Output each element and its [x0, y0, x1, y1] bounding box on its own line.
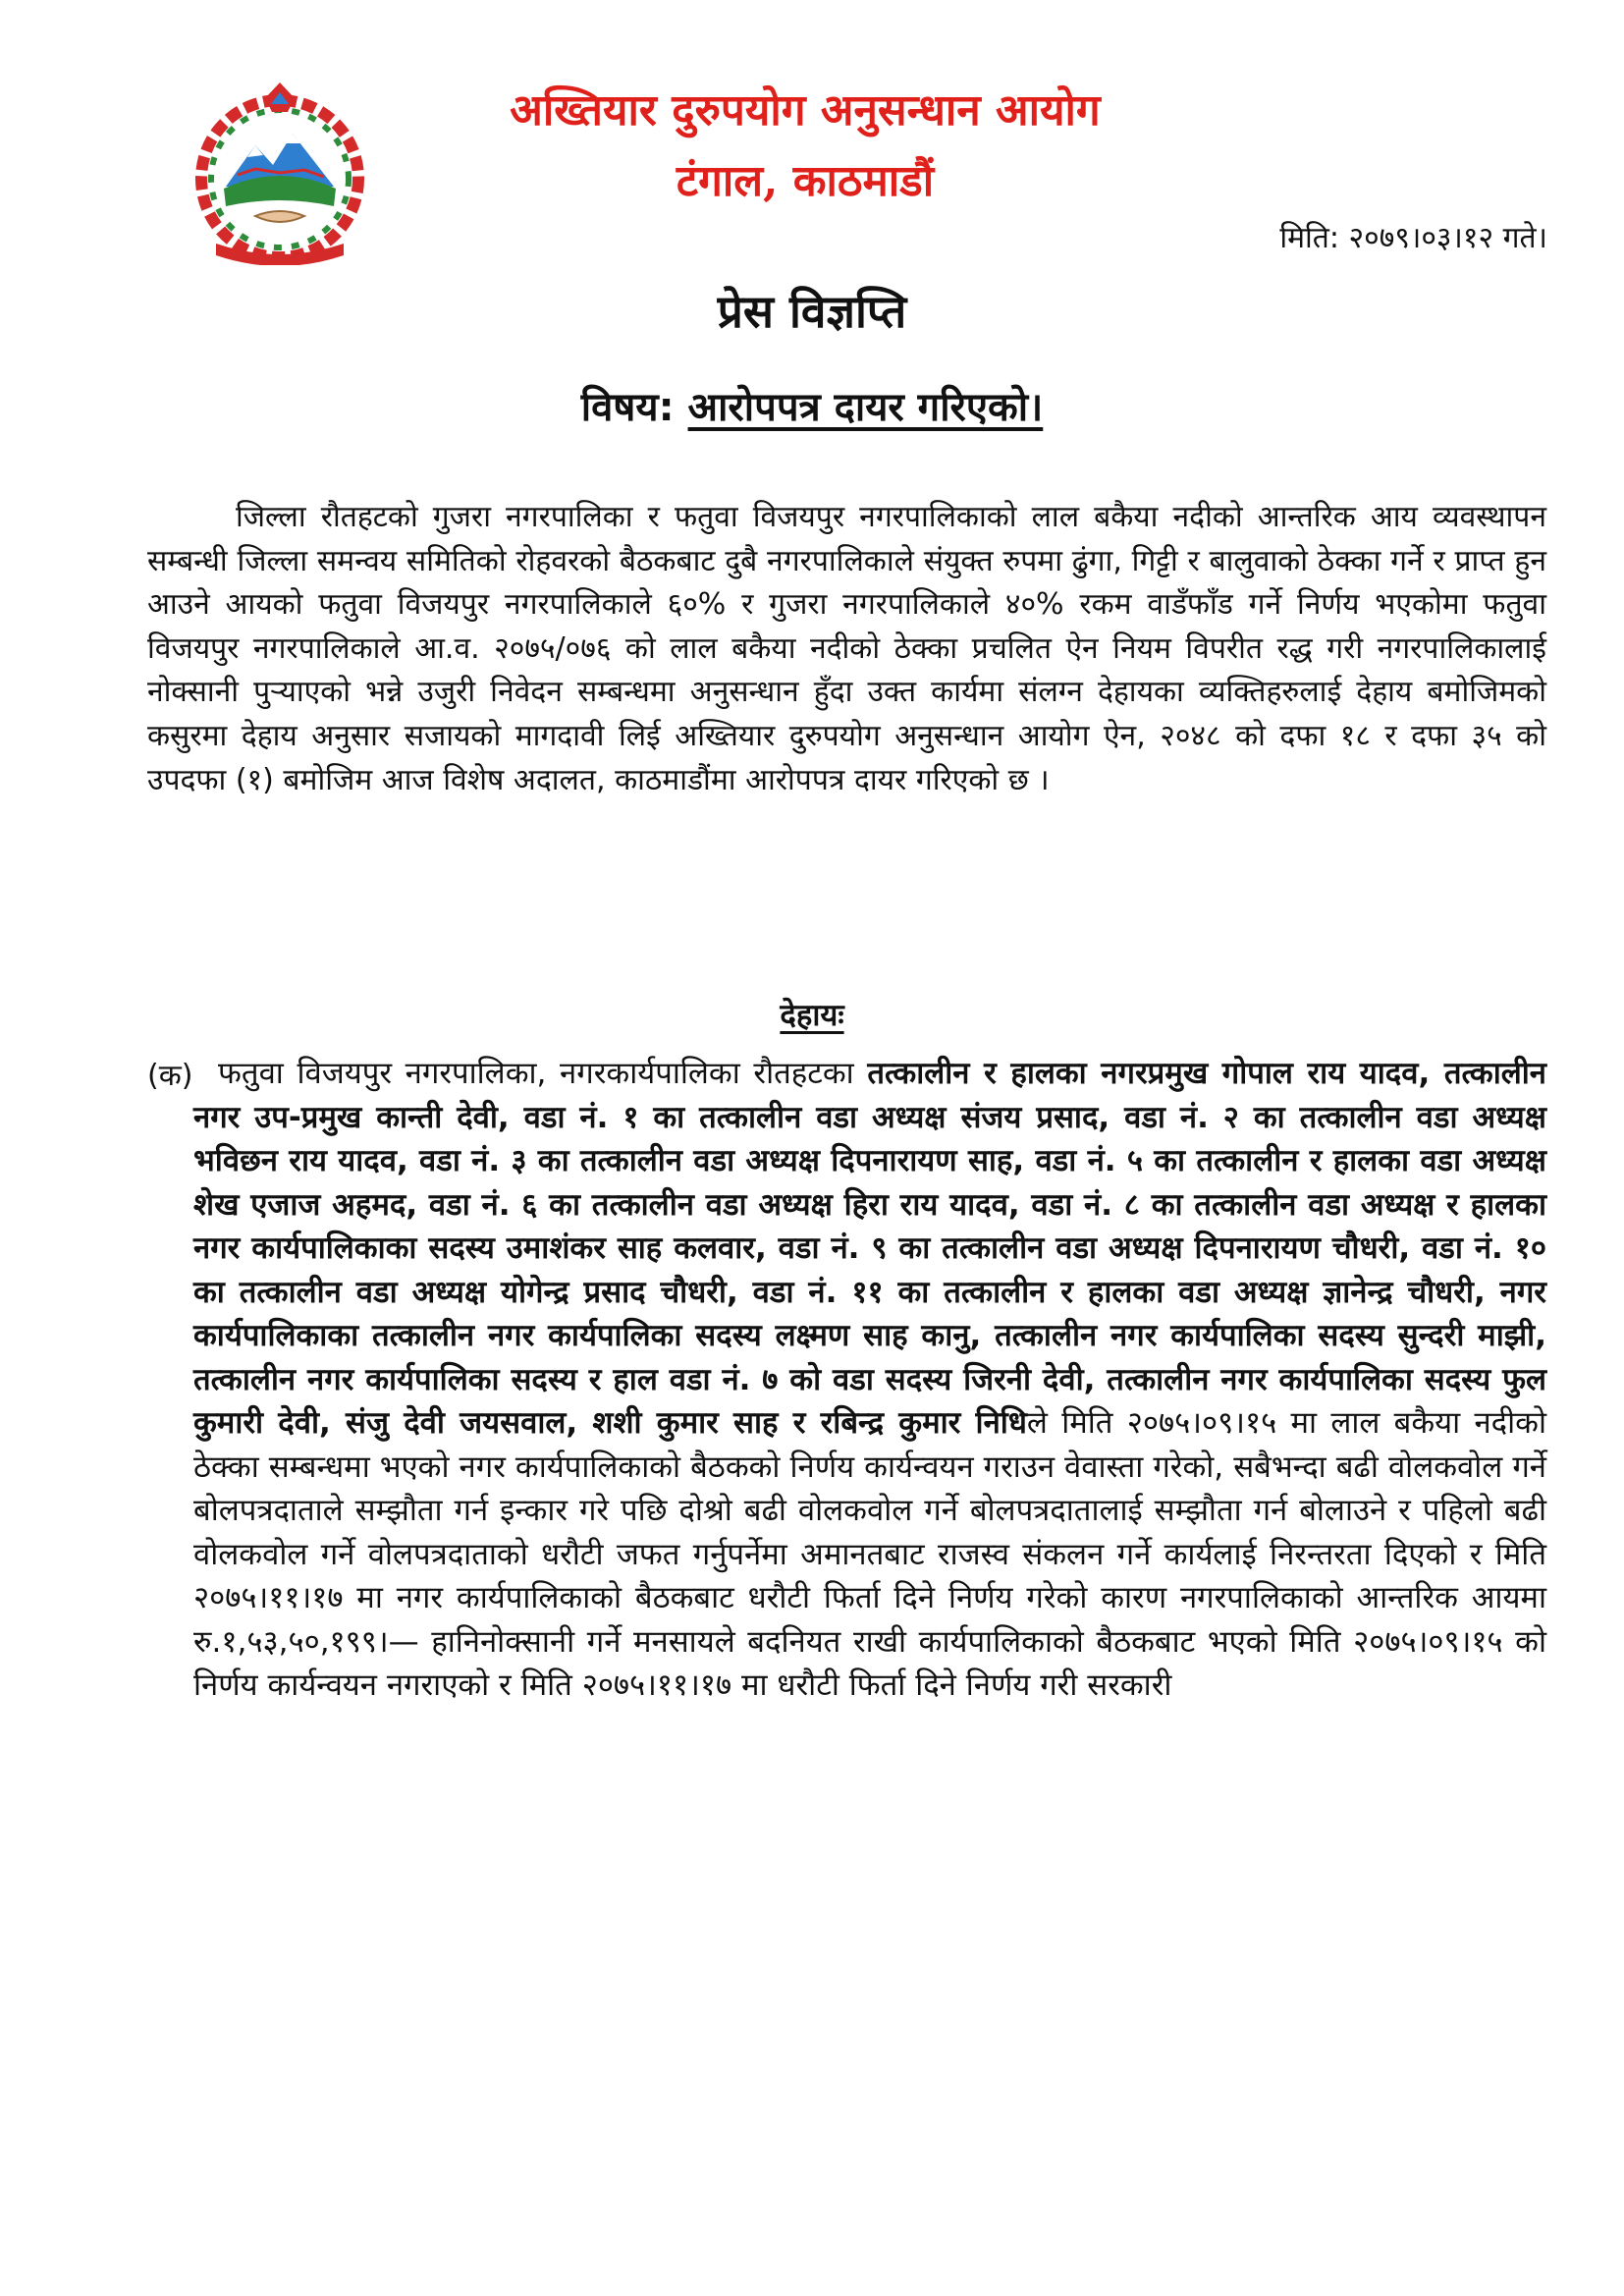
item-ka-lead: फतुवा विजयपुर नगरपालिका, नगरकार्यपालिका रौतहटका	[218, 1056, 854, 1091]
intro-body: जिल्ला रौतहटको गुजरा नगरपालिका र फतुवा विजयपुर नगरपालिकाको लाल बकैया नदीको आन्तरिक आय व्यवस्थापन सम्बन्धी जिल्ला समन्वय समितिको रोहवरको बैठकबाट दुबै नगरपालिकाले संयुक्त रुपमा ढुंगा, गिट्टी र बालुवाको ठेक्का गर्ने र प्राप्त हुन आउने आयको फतुवा विजयपुर नगरपालिकाले ६०% र गुजरा नगरपालिकाले ४०% रकम वाडँफाँड गर्ने निर्णय भएकोमा फतुवा विजयपुर नगरपालिकाले आ.व. २०७५/०७६ को लाल बकैया नदीको ठेक्का प्रचलित ऐन नियम विपरीत रद्ध गरी नगरपालिकालाई नोक्सानी पुऱ्याएको भन्ने उजुरी निवेदन सम्बन्धमा अनुसन्धान हुँदा उक्त कार्यमा संलग्न देहायका व्यक्तिहरुलाई देहाय बमोजिमको कसुरमा देहाय अनुसार सजायको मागदावी लिई अख्तियार दुरुपयोग अनुसन्धान आयोग ऐन, २०४८ को दफा १८ र दफा ३५ को उपदफा (१) बमोजिम आज विशेष अदालत,	[147, 500, 1546, 797]
intro-paragraph	[147, 496, 1546, 802]
item-ka-text	[193, 1052, 1546, 1708]
subject-label: विषय:	[580, 385, 688, 430]
nepal-emblem-icon	[187, 69, 373, 265]
item-label-ka: (क)	[147, 1059, 193, 1093]
subject-text: आरोपपत्र दायर गरिएको।	[687, 385, 1044, 430]
issue-date: मिति: २०७९।०३।१२ गते।	[1279, 221, 1547, 255]
organization-location: टंगाल, काठमाडौं	[676, 156, 935, 206]
document-title: प्रेस विज्ञप्ति	[717, 285, 907, 338]
organization-name: अख्तियार दुरुपयोग अनुसन्धान आयोग	[510, 85, 1101, 136]
section-heading: देहायः	[780, 998, 844, 1033]
item-ka-names: तत्कालीन र हालका नगरप्रमुख गोपाल राय यादव, तत्कालीन नगर उप-प्रमुख कान्ती देवी, वडा नं. १ का तत्कालीन वडा अध्यक्ष संजय प्रसाद, वडा नं. २ का तत्कालीन वडा अध्यक्ष भविछन राय यादव, वडा नं. ३ का तत्कालीन वडा अध्यक्ष दिपनारायण साह, वडा नं. ५ का तत्कालीन र हालका वडा अध्यक्ष शेख एजाज अहमद, वडा नं. ६ का तत्कालीन वडा अध्यक्ष हिरा राय यादव, वडा नं. ८ का तत्कालीन वडा अध्यक्ष र हालका नगर कार्यपालिकाका सदस्य उमाशंकर साह कलवार, वडा नं. ९ का तत्कालीन वडा अध्यक्ष दिपनारायण चौधरी, वडा नं. १० का तत्कालीन वडा अध्यक्ष योगेन्द्र प्रसाद चौधरी, वडा नं. ११ का तत्कालीन र हालका वडा अध्यक्ष ज्ञानेन्द्र चौधरी, नगर कार्यपालिकाका तत्कालीन नगर कार्यपालिका सदस्य लक्ष्मण साह कानु, तत्कालीन नगर कार्यपालिका सदस्य सुन्दरी माझी, तत्कालीन नगर कार्यपालिका सदस्य र हाल वडा नं. ७ को वडा सदस्य जिरनी देवी, तत्कालीन नगर कार्यपालिका सदस्य फुल कुमारी देवी, संजु देवी जयसवाल, शशी कुमार साह र रबिन्द्र कुमार निधि	[193, 1056, 1546, 1441]
item-ka-rest: ले मिति २०७५।०९।१५ मा लाल बकैया नदीको ठेक्का सम्बन्धमा भएको नगर कार्यपालिकाको बैठकको निर्णय कार्यन्वयन गराउन वेवास्ता गरेको, सबैभन्दा बढी वोलकवोल गर्ने बोलपत्रदाताले सम्झौता गर्न इन्कार गरे पछि दोश्रो बढी वोलकवोल गर्ने बोलपत्रदातालाई सम्झौता गर्न बोलाउने र पहिलो बढी वोलकवोल गर्ने वोलपत्रदाताको धरौटी जफत गर्नुपर्नेमा अमानतबाट राजस्व संकलन गर्ने कार्यलाई निरन्तरता दिएको र मिति २०७५।११।१७ मा नगर कार्यपालिकाको बैठकबाट धरौटी फिर्ता दिने निर्णय गरेको कारण नगरपालिकाको आन्तरिक आयमा रु.१,५३,५०,१९९।— हानिनोक्सानी गर्ने मनसायले बदनियत राखी कार्यपालिकाको बैठकबाट भएको मिति २०७५।०९।१५ को निर्णय कार्यन्वयन नगराएको र मिति २०७५।११।१७ मा धरौटी फिर्ता दिने निर्णय गरी सरकारी	[193, 1405, 1547, 1703]
intro-last-line: काठमाडौंमा आरोपपत्र दायर गरिएको छ ।	[615, 762, 1050, 797]
subject-line	[0, 378, 1624, 432]
